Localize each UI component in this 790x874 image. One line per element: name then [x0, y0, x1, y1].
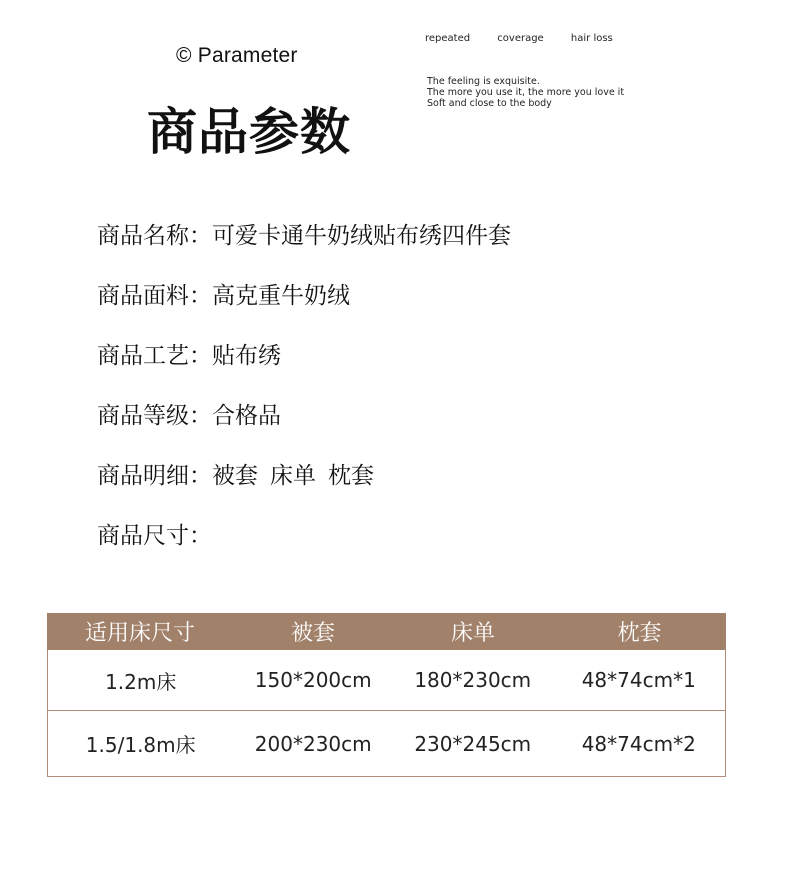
- table-cell: 150*200cm: [254, 668, 372, 692]
- table-cell: 48*74cm*1: [581, 668, 696, 692]
- table-cell: 200*230cm: [254, 731, 372, 756]
- spec-label: 商品等级: [97, 403, 189, 429]
- tagline-line: The feeling is exquisite.: [427, 76, 540, 87]
- spec-value: 合格品: [212, 403, 281, 429]
- spec-label: 商品工艺: [97, 343, 189, 369]
- tag-item: repeated: [425, 33, 471, 44]
- spec-label: 商品明细: [97, 463, 189, 489]
- spec-separator: ：: [189, 523, 212, 549]
- spec-row-craft: [97, 338, 511, 398]
- table-header-row: [47, 613, 726, 650]
- spec-row-fabric: [97, 278, 511, 338]
- spec-value: 可爱卡通牛奶绒贴布绣四件套: [212, 223, 511, 249]
- table-cell: 1.2m床: [105, 669, 177, 694]
- parameter-label: Parameter: [197, 44, 298, 67]
- tag-item: coverage: [497, 33, 544, 44]
- tagline-line: Soft and close to the body: [427, 98, 552, 109]
- spec-separator: ：: [189, 283, 212, 309]
- spec-separator: ：: [189, 223, 212, 249]
- parameter-heading: [176, 44, 298, 68]
- tagline-line: The more you use it, the more you love it: [427, 87, 625, 98]
- detail-item: 被套: [212, 463, 258, 489]
- table-cell: 48*74cm*2: [581, 731, 696, 756]
- table-cell: 1.5/1.8m床: [85, 733, 196, 757]
- detail-item: 床单: [270, 463, 316, 489]
- feature-tags: [425, 33, 637, 44]
- spec-list: [97, 218, 511, 578]
- table-cell: 180*230cm: [414, 668, 532, 692]
- table-row: [47, 711, 726, 777]
- tagline: [427, 76, 624, 109]
- spec-label: 商品尺寸: [97, 523, 189, 549]
- spec-row-name: [97, 218, 511, 278]
- copyright-icon: ©: [176, 44, 192, 67]
- table-header-cell: 被套: [290, 621, 335, 646]
- table-row: [47, 650, 726, 711]
- spec-separator: ：: [189, 463, 212, 489]
- spec-separator: ：: [189, 403, 212, 429]
- size-table: [47, 613, 726, 777]
- spec-row-size: [97, 518, 511, 578]
- table-cell: 230*245cm: [414, 731, 532, 756]
- detail-item: 枕套: [328, 463, 374, 489]
- spec-label: 商品面料: [97, 283, 189, 309]
- spec-value: 贴布绣: [212, 343, 281, 369]
- spec-row-grade: [97, 398, 511, 458]
- spec-value-items: [212, 458, 386, 494]
- table-header-cell: 枕套: [617, 621, 662, 646]
- table-header-cell: 适用床尺寸: [84, 621, 195, 646]
- spec-separator: ：: [189, 343, 212, 369]
- spec-row-details: [97, 458, 511, 518]
- spec-value: 高克重牛奶绒: [212, 283, 350, 309]
- spec-label: 商品名称: [97, 223, 189, 249]
- table-header-cell: 床单: [450, 621, 495, 646]
- page-title: 商品参数: [147, 103, 351, 161]
- tag-item: hair loss: [570, 33, 613, 44]
